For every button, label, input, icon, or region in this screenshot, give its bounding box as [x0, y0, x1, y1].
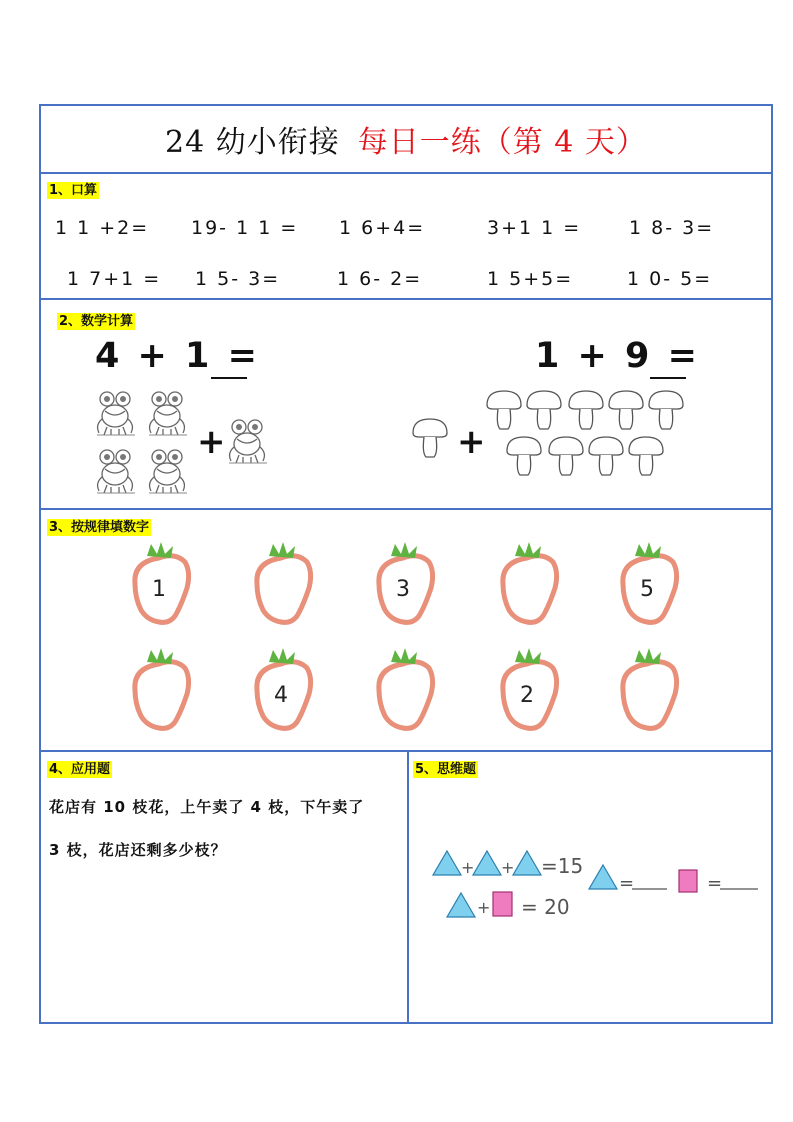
mushroom-icon — [487, 391, 521, 429]
equation: 19- 1 1 = — [191, 217, 299, 239]
strawberry-icon — [503, 648, 557, 728]
frog-icon — [97, 450, 135, 493]
triangle-icon — [447, 893, 475, 917]
frog-icon — [229, 420, 267, 463]
strawberry-icon — [135, 648, 189, 728]
equation-left: 4 + 1 = — [95, 336, 260, 376]
mushroom-icon — [507, 437, 541, 475]
worksheet — [39, 104, 773, 1024]
equation-right: 1 + 9 = — [535, 336, 700, 376]
section1-label: 1、口算 — [49, 183, 98, 198]
plus-sign: + — [197, 422, 226, 462]
word-problem-line: 3 枝，花店还剩多少枝？ — [49, 841, 227, 859]
svg-text:3: 3 — [396, 577, 410, 602]
svg-text:=15: =15 — [541, 854, 584, 878]
mushroom-icon — [589, 437, 623, 475]
mushroom-icon — [649, 391, 683, 429]
triangle-icon — [473, 851, 501, 875]
svg-text:4: 4 — [274, 683, 288, 708]
mushroom-icon — [527, 391, 561, 429]
section4-label: 4、应用题 — [49, 762, 111, 777]
section5-label: 5、思维题 — [415, 762, 477, 777]
svg-text:+: + — [477, 898, 491, 917]
strawberry-icon — [379, 542, 433, 622]
strawberry-pattern — [41, 536, 771, 731]
plus-sign: + — [457, 422, 486, 462]
mushroom-icon — [549, 437, 583, 475]
equation: 1 5- 3= — [195, 268, 281, 290]
frog-icon — [149, 392, 187, 435]
triangle-icon — [589, 865, 617, 889]
strawberry-icon — [503, 542, 557, 622]
column-divider — [407, 750, 409, 1022]
strawberry-icon — [257, 542, 311, 622]
svg-text:+: + — [501, 858, 515, 877]
equation: 1 8- 3= — [629, 217, 715, 239]
answer-blank — [650, 377, 686, 379]
mushroom-icon — [413, 419, 447, 457]
svg-text:+: + — [461, 858, 475, 877]
section3-label: 3、按规律填数字 — [49, 520, 150, 535]
equation: 1 6+4= — [339, 217, 426, 239]
svg-text:=: = — [707, 873, 723, 894]
equation: 1 1 +2= — [55, 217, 150, 239]
triangle-icon — [433, 851, 461, 875]
equation: 1 0- 5= — [627, 268, 713, 290]
strawberry-icon — [623, 542, 677, 622]
section2-label: 2、数学计算 — [59, 314, 134, 329]
svg-text:=: = — [619, 873, 635, 894]
strawberry-icon — [135, 542, 189, 622]
frog-icon — [97, 392, 135, 435]
square-icon — [679, 870, 697, 892]
svg-text:1: 1 — [152, 577, 166, 602]
counting-pictures — [41, 381, 771, 506]
square-icon — [493, 892, 512, 916]
frog-icon — [149, 450, 187, 493]
title-daily: 每日一练（第 4 天） — [357, 125, 647, 160]
equation: 3+1 1 = — [487, 217, 582, 239]
divider — [41, 750, 771, 752]
mushroom-icon — [609, 391, 643, 429]
divider — [41, 508, 771, 510]
equation: 1 6- 2= — [337, 268, 423, 290]
mushroom-icon — [569, 391, 603, 429]
strawberry-icon — [379, 648, 433, 728]
svg-text:2: 2 — [520, 683, 534, 708]
strawberry-icon — [257, 648, 311, 728]
logic-puzzle — [421, 841, 771, 926]
title-main: 24 幼小衔接 — [165, 125, 340, 160]
word-problem-line: 花店有 10 枝花，上午卖了 4 枝，下午卖了 — [49, 798, 365, 816]
answer-blank — [211, 377, 247, 379]
equation: 1 7+1 = — [67, 268, 162, 290]
mushroom-icon — [629, 437, 663, 475]
page-title — [41, 106, 771, 172]
strawberry-icon — [623, 648, 677, 728]
equation: 1 5+5= — [487, 268, 574, 290]
triangle-icon — [513, 851, 541, 875]
svg-text:5: 5 — [640, 577, 654, 602]
svg-text:= 20: = 20 — [521, 895, 570, 919]
divider — [41, 298, 771, 300]
divider — [41, 172, 771, 174]
